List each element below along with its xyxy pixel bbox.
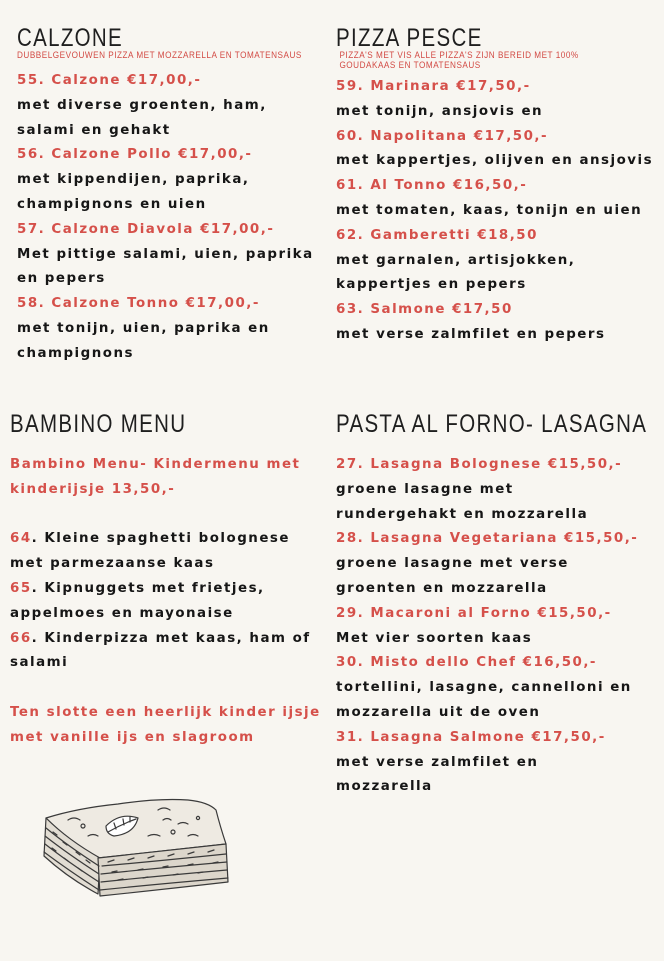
menu-item-description: met garnalen, artisjokken, (336, 252, 576, 268)
menu-item-title: 27. Lasagna Bolognese €15,50,- (336, 457, 623, 472)
menu-item-title: 62. Gamberetti €18,50 (336, 227, 538, 243)
menu-item-description: met verse zalmfilet en (336, 754, 539, 770)
section-calzone (17, 24, 348, 367)
menu-item-title: 31. Lasagna Salmone €17,50,- (336, 729, 606, 745)
item-text: . Kipnuggets met frietjes, (31, 580, 265, 596)
menu-item-line (10, 527, 321, 552)
menu-item-title: 29. Macaroni al Forno €15,50,- (336, 605, 612, 621)
spacer (10, 676, 321, 701)
menu-item-title: 28. Lasagna Vegetariana €15,50,- (336, 531, 639, 547)
menu-item-description: groenten en mozzarella (336, 580, 548, 596)
menu-item-title: Bambino Menu- Kindermenu met (10, 457, 301, 472)
menu-item-description: groene lasagne met (336, 481, 514, 497)
item-number: 65 (10, 580, 32, 596)
menu-item-line (10, 627, 321, 652)
bambino-items (10, 453, 321, 751)
item-number: 64 (10, 531, 32, 547)
menu-item-title: 58. Calzone Tonno €17,00,- (17, 296, 260, 312)
pesce-items (336, 75, 653, 348)
menu-item-description: met kippendijen, paprika, (17, 172, 250, 188)
menu-item-title: 30. Misto dello Chef €16,50,- (336, 655, 597, 671)
menu-item-title: 55. Calzone €17,00,- (17, 73, 202, 88)
section-pizza-pesce (336, 24, 653, 348)
menu-item-description: met parmezaanse kaas (10, 556, 215, 572)
menu-item-description: salami (10, 655, 69, 671)
menu-item-title: met vanille ijs en slagroom (10, 729, 255, 745)
menu-item-description: met tomaten, kaas, tonijn en uien (336, 202, 643, 218)
menu-item-title: 63. Salmone €17,50 (336, 302, 513, 318)
menu-item-description: appelmoes en mayonaise (10, 605, 234, 621)
section-pasta-al-forno (336, 410, 664, 800)
pesce-subtitle-line-2: GOUDAKAAS EN TOMATENSAUS (339, 60, 481, 71)
pesce-subtitle-line-1: PIZZA'S MET VIS ALLE PIZZA'S ZIJN BEREID MET 100% (339, 50, 579, 61)
menu-item-description: met diverse groenten, ham, (17, 97, 267, 113)
menu-item-description: Met vier soorten kaas (336, 630, 533, 646)
menu-item-title: 61. Al Tonno €16,50,- (336, 178, 528, 194)
menu-item-description: met tonijn, ansjovis en (336, 103, 544, 119)
item-number: 66 (10, 630, 32, 646)
section-bambino (10, 410, 321, 751)
menu-item-description: salami en gehakt (17, 122, 171, 138)
menu-item-description: met tonijn, uien, paprika en (17, 320, 270, 336)
menu-item-description: met verse zalmfilet en pepers (336, 326, 606, 342)
menu-item-description: groene lasagne met verse (336, 556, 569, 572)
item-text: . Kleine spaghetti bolognese (31, 531, 290, 547)
menu-item-description: kappertjes en pepers (336, 277, 527, 293)
menu-item-title: kinderijsje 13,50,- (10, 481, 176, 497)
calzone-items (17, 69, 348, 367)
menu-item-description: champignons en uien (17, 196, 207, 212)
menu-item-title: 57. Calzone Diavola €17,00,- (17, 221, 275, 237)
bambino-title: BAMBINO MENU (10, 410, 187, 438)
calzone-subtitle: DUBBELGEVOUWEN PIZZA MET MOZZARELLA EN TOMATENSAUS (17, 50, 302, 61)
calzone-title: CALZONE (17, 24, 124, 52)
lasagna-sketch-icon (38, 796, 238, 920)
menu-item-description: rundergehakt en mozzarella (336, 506, 589, 522)
menu-item-description: mozzarella (336, 779, 433, 795)
menu-item-description: en pepers (17, 271, 106, 287)
menu-item-title: 56. Calzone Pollo €17,00,- (17, 147, 253, 163)
menu-item-description: tortellini, lasagne, cannelloni en (336, 680, 632, 696)
menu-item-description: mozzarella uit de oven (336, 704, 541, 720)
menu-item-description: met kappertjes, olijven en ansjovis (336, 153, 654, 169)
menu-item-line (10, 577, 321, 602)
menu-item-description: champignons (17, 345, 134, 361)
pasta-items (336, 453, 664, 800)
pasta-title: PASTA AL FORNO- LASAGNA (336, 410, 648, 438)
spacer (10, 503, 321, 528)
menu-item-title: Ten slotte een heerlijk kinder ijsje (10, 704, 321, 720)
menu-item-description: Met pittige salami, uien, paprika (17, 246, 314, 262)
menu-item-title: 60. Napolitana €17,50,- (336, 128, 549, 144)
pesce-title: PIZZA PESCE (336, 24, 483, 52)
item-text: . Kinderpizza met kaas, ham of (31, 630, 311, 646)
menu-item-title: 59. Marinara €17,50,- (336, 79, 531, 94)
